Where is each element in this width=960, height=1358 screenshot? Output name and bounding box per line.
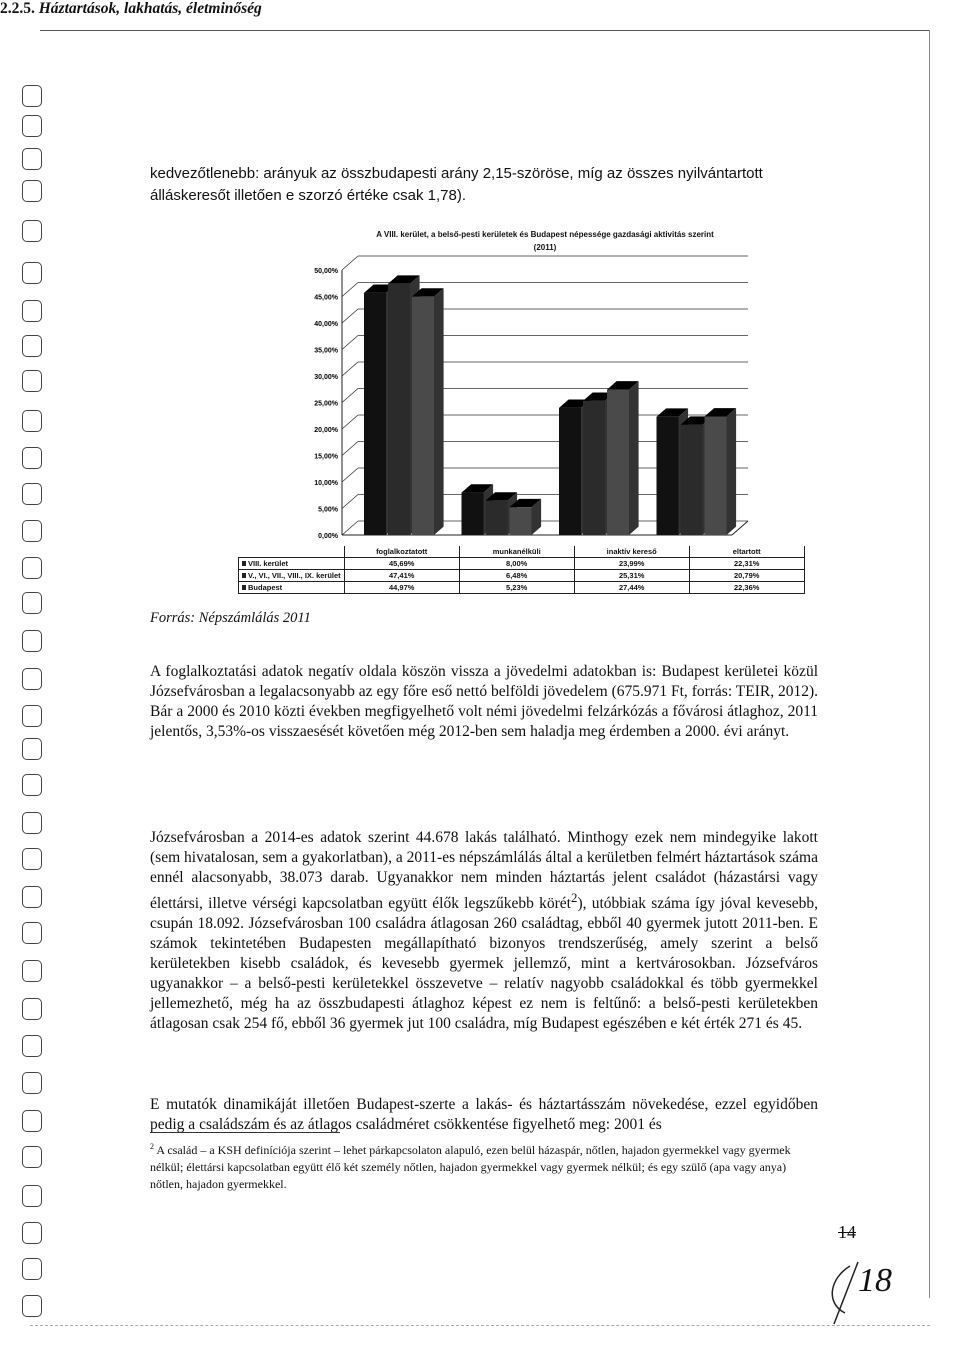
y-tick-label: 10,00% xyxy=(314,480,338,487)
binder-hole xyxy=(22,922,42,944)
gridline-depth xyxy=(342,362,358,376)
paragraph-households-part-1: Józsefvárosban a 2014-es adatok szerint 44.678 lakás található. Minthogy ezek nem mindegyike lakott (sem hivatalosan, sem a gyakorlatban), a 2011-es népszámlálás által a kerületben felmért háztartások száma ennél alacsonyabb, 38.073 darab. Ugyanakkor nem minden háztartás jelent családot (házastársi vagy élettársi, illetve vérségi kapcsolatban együtt élők legszűkebb körét xyxy=(150,829,818,913)
binder-hole xyxy=(22,848,42,870)
bar xyxy=(486,501,508,535)
binder-hole xyxy=(22,998,42,1020)
binder-hole xyxy=(22,668,42,690)
data-label: 22,36% xyxy=(689,582,804,594)
y-tick-label: 50,00% xyxy=(314,268,338,275)
chart-title: A VIII. kerület, a belső-pesti kerületek és Budapest népessége gazdasági aktivitás szerint xyxy=(376,230,714,239)
binder-hole xyxy=(22,483,42,505)
legend-swatch xyxy=(242,585,246,590)
binder-hole xyxy=(22,1258,42,1280)
bar xyxy=(412,297,434,535)
section-heading xyxy=(0,0,668,18)
chart-table-category: inaktív kereső xyxy=(574,546,689,558)
footnote xyxy=(150,1138,810,1193)
bar-side xyxy=(727,408,737,535)
section-title: Háztartások, lakhatás, életminőség xyxy=(38,0,262,17)
data-label: 45,69% xyxy=(344,558,459,570)
y-tick-label: 5,00% xyxy=(318,506,338,514)
paragraph-income: A foglalkoztatási adatok negatív oldala köszön vissza a jövedelmi adatokban is: Budapest kerületei közül Józsefvárosban a legalacsonyabb az egy főre eső nettó belföldi jövedelem (675.971 Ft, forrás: TEIR, 2012). Bár a 2000 és 2010 közti években megfigyelhető volt némi jövedelmi felzárkózás a fővárosi átlaghoz, 2011 jelentős, 3,53%-os visszaesését követően még 2012-ben sem haladja meg érdemben a 2000. évi arányt. xyxy=(150,663,818,740)
bar xyxy=(681,425,703,535)
paragraph-households-part-2: ), utóbbiak száma így jóval kevesebb, csupán 18.092. Józsefvárosban 100 családra átlagosan 260 családtag, ebből 40 gyermek jutott 2011-ben. E számok tekintetében Budapesten megállapítható bizonyos trendszerűség, amely szerint a belső kerületekben kisebb családok, és kevesebb gyermek jellemző, mint a kertvárosokban. Józsefváros ugyanakkor – a belső-pesti kerületekkel összevetve – relatív nagyobb családokkal és több gyermekkel jellemezhető, még ha az összbudapesti átlaghoz képest ez nem is feltűnő: a belső-pesti kerületekben átlagosan csak 254 fő, ebből 36 gyermek jut 100 családra, míg Budapest egészében e két érték 271 és 45. xyxy=(150,895,818,1033)
legend-entry xyxy=(239,558,345,570)
bar-side xyxy=(434,288,444,535)
y-tick-label: 20,00% xyxy=(314,427,338,434)
legend-label: Budapest xyxy=(248,583,283,592)
data-label: 8,00% xyxy=(459,558,574,570)
binder-hole xyxy=(22,262,42,284)
paragraph-dynamics: E mutatók dinamikáját illetően Budapest-szerte a lakás- és háztartásszám növekedése, ezzel egyidőben pedig a családszám és az átlagos családméret csökkentése figyelhető meg: 2001 és xyxy=(150,1096,818,1133)
gridline-depth xyxy=(342,283,358,297)
paragraph-households xyxy=(150,828,818,1034)
binder-hole xyxy=(22,1222,42,1244)
binder-hole xyxy=(22,1295,42,1317)
binder-hole xyxy=(22,1072,42,1094)
footnote-rule xyxy=(150,1132,340,1133)
footnote-reference: 2 xyxy=(571,890,578,905)
footnote-marker: 2 xyxy=(150,1142,154,1151)
binder-hole xyxy=(22,1146,42,1168)
chart-table-category: foglalkoztatott xyxy=(344,546,459,558)
data-label: 44,97% xyxy=(344,582,459,594)
binder-hole xyxy=(22,410,42,432)
bar xyxy=(657,417,679,535)
bar-side xyxy=(629,381,639,535)
gridline-depth xyxy=(342,256,358,270)
gridline-depth xyxy=(342,336,358,350)
binder-hole xyxy=(22,180,42,202)
y-tick-label: 45,00% xyxy=(314,294,338,302)
binder-hole xyxy=(22,812,42,834)
gridline-depth xyxy=(342,442,358,456)
binder-hole xyxy=(22,1035,42,1057)
binder-hole xyxy=(22,705,42,727)
chart-data-table xyxy=(238,546,805,594)
page-number-struck: 14 xyxy=(838,1222,856,1242)
data-label: 5,23% xyxy=(459,582,574,594)
binder-hole xyxy=(22,520,42,542)
data-label: 23,99% xyxy=(574,558,689,570)
gridline-depth xyxy=(342,309,358,323)
y-tick-label: 15,00% xyxy=(314,453,338,461)
bar xyxy=(705,416,727,535)
data-label: 47,41% xyxy=(344,570,459,582)
legend-label: V., VI., VII., VIII., IX. kerület xyxy=(248,571,341,580)
data-label: 25,31% xyxy=(574,570,689,582)
binder-hole xyxy=(22,335,42,357)
bar xyxy=(510,507,532,535)
binder-hole xyxy=(22,300,42,322)
bar xyxy=(583,401,605,535)
binder-hole xyxy=(22,115,42,137)
bar-chart xyxy=(250,245,770,550)
gridline-depth xyxy=(342,389,358,403)
data-label: 20,79% xyxy=(689,570,804,582)
y-tick-label: 35,00% xyxy=(314,347,338,355)
footnote-text: A család – a KSH definíciója szerint – lehet párkapcsolaton alapuló, ezen belül házaspár, nőtlen, hajadon gyermekkel vagy gyermek nélkül; élettársi kapcsolatban együtt élő két személy nőtlen, hajadon gyermekkel vagy gyermek nélkül; és egy szülő (apa vagy anya) nőtlen, hajadon gyermekkel. xyxy=(150,1143,791,1191)
binder-hole xyxy=(22,557,42,579)
binder-hole xyxy=(22,960,42,982)
binder-hole xyxy=(22,1185,42,1207)
chart-table-header-row xyxy=(239,546,805,558)
binder-hole xyxy=(22,886,42,908)
chart-table-row xyxy=(239,558,805,570)
page-number-handwritten: 18 xyxy=(858,1262,892,1299)
chart-source: Forrás: Népszámlálás 2011 xyxy=(150,610,311,626)
binder-hole xyxy=(22,738,42,760)
chart-table-row xyxy=(239,570,805,582)
chart-subtitle: (2011) xyxy=(533,243,557,252)
binder-hole xyxy=(22,220,42,242)
page-bottom-rule xyxy=(30,1325,930,1326)
bar xyxy=(559,408,581,535)
binder-hole xyxy=(22,630,42,652)
chart-table-corner xyxy=(239,546,345,558)
y-tick-label: 25,00% xyxy=(314,400,338,408)
gridline-depth xyxy=(342,468,358,482)
bar xyxy=(388,284,410,535)
y-tick-label: 40,00% xyxy=(314,321,338,328)
page-top-rule xyxy=(40,30,930,31)
legend-swatch xyxy=(242,573,246,578)
binder-hole xyxy=(22,592,42,614)
gridline-depth xyxy=(342,415,358,429)
bar xyxy=(607,390,629,535)
chart-table-category: munkanélküli xyxy=(459,546,574,558)
legend-swatch xyxy=(242,561,246,566)
gridline-depth xyxy=(342,521,358,535)
page-right-rule xyxy=(929,30,930,1298)
section-number: 2.2.5. xyxy=(0,0,35,17)
binder-hole xyxy=(22,774,42,796)
chart-table-row xyxy=(239,582,805,594)
legend-entry xyxy=(239,570,345,582)
intro-paragraph xyxy=(150,163,815,207)
bar xyxy=(462,493,484,535)
chart-table-category: eltartott xyxy=(689,546,804,558)
legend-entry xyxy=(239,582,345,594)
binder-hole xyxy=(22,148,42,170)
y-tick-label: 0,00% xyxy=(318,533,338,540)
legend-label: VIII. kerület xyxy=(248,559,289,568)
data-label: 6,48% xyxy=(459,570,574,582)
intro-line-2: álláskeresőt illetően e szorzó értéke csak 1,78). xyxy=(150,187,466,204)
bar xyxy=(364,293,386,535)
binder-hole xyxy=(22,1110,42,1132)
y-tick-label: 30,00% xyxy=(314,374,338,381)
binder-hole xyxy=(22,85,42,107)
data-label: 22,31% xyxy=(689,558,804,570)
data-label: 27,44% xyxy=(574,582,689,594)
binder-hole xyxy=(22,447,42,469)
binder-hole xyxy=(22,370,42,392)
intro-line-1: kedvezőtlenebb: arányuk az összbudapesti arány 2,15-szöröse, míg az összes nyilvántartott xyxy=(150,165,763,182)
gridline-depth xyxy=(342,495,358,509)
